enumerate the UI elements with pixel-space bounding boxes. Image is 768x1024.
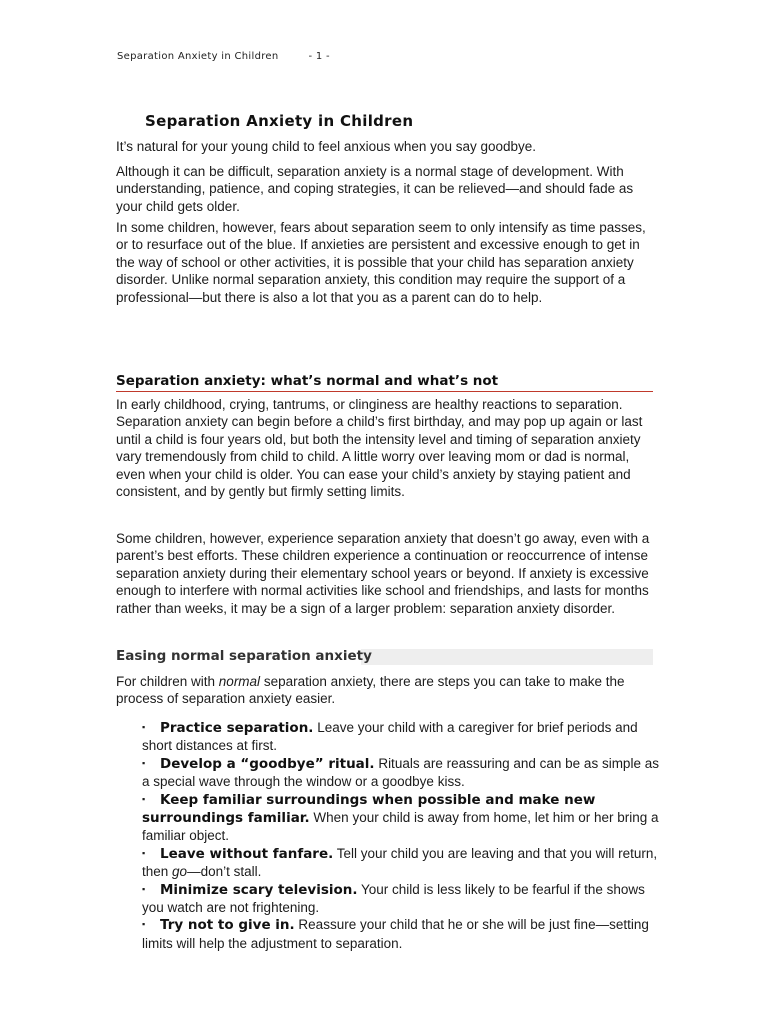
running-header	[117, 51, 330, 62]
running-header-title: Separation Anxiety in Children	[117, 51, 279, 62]
tip-title: Leave without fanfare.	[160, 845, 334, 862]
section1-paragraph-2: Some children, however, experience separation anxiety that doesn’t go away, even with a parent’s best efforts. These children experience a continuation or reoccurrence of intense separation anxiety during their elementary school years or beyond. If anxiety is excessive enough to interfere with normal activities like school and friendships, and lasts for months rather than weeks, it may be a sign of a larger problem: separation anxiety disorder.	[116, 531, 650, 616]
tip-text-after: —don’t stall.	[187, 864, 262, 880]
tip-text: Tell your child you are leaving and that you will return, then	[142, 845, 658, 880]
tips-list	[142, 719, 662, 952]
tip-text: Your child is less likely to be fearful if the shows you watch are not frightening.	[142, 881, 645, 916]
square-bullet-icon: ▪	[142, 919, 146, 930]
list-item	[142, 791, 662, 845]
list-item	[142, 719, 662, 755]
tip-text: When your child is away from home, let him or her bring a familiar object.	[142, 810, 659, 844]
list-item	[142, 755, 662, 791]
tip-text: Reassure your child that he or she will be just fine—setting limits will help the adjustment to separation.	[142, 917, 649, 951]
tip-title: Practice separation.	[160, 720, 314, 736]
section-heading-normal-vs-not: Separation anxiety: what’s normal and what’s not	[116, 373, 653, 392]
page-number: - 1 -	[308, 51, 330, 62]
heading-shade-bar	[361, 649, 653, 665]
section1-paragraph-1: In early childhood, crying, tantrums, or clinginess are healthy reactions to separation. Separation anxiety can begin before a child’s first birthday, and may pop up again or last until a child is four years old, but both the intensity level and timing of separation anxiety vary tremendously from child to child. A little worry over leaving mom or dad is normal, even when your child is older. You can ease your child’s anxiety by staying patient and consistent, and by gently but firmly setting limits.	[116, 397, 643, 500]
section2-intro-before: For children with	[116, 674, 219, 689]
list-item	[142, 916, 662, 952]
list-item	[142, 881, 662, 917]
subsection-heading-text: Easing normal separation anxiety	[116, 648, 372, 664]
intro-paragraph-3: In some children, however, fears about separation seem to only intensify as time passes, or to resurface out of the blue. If anxieties are persistent and excessive enough to get in the way of school or other activities, it is possible that your child has separation anxiety disorder. Unlike normal separation anxiety, this condition may require the support of a professional—but there is also a lot that you as a parent can do to help.	[116, 220, 646, 305]
section2-intro-after: separation anxiety, there are steps you can take to make the process of separation anxiety easier.	[116, 674, 625, 707]
intro-paragraph-2: Although it can be difficult, separation anxiety is a normal stage of development. With understanding, patience, and coping strategies, it can be relieved—and should fade as your child gets older.	[116, 164, 634, 214]
section2-intro-emphasis: normal	[218, 674, 261, 689]
list-item	[142, 845, 662, 881]
square-bullet-icon: ▪	[142, 757, 146, 768]
square-bullet-icon: ▪	[142, 793, 146, 804]
intro-paragraph-1: It’s natural for your young child to feel anxious when you say goodbye.	[116, 139, 537, 154]
tip-emphasis: go	[172, 864, 188, 880]
tip-title: Keep familiar surroundings when possible and make new surroundings familiar.	[142, 791, 596, 827]
tip-title: Minimize scary television.	[160, 881, 358, 898]
section2-intro	[116, 673, 656, 708]
subsection-heading-easing	[116, 648, 653, 666]
square-bullet-icon: ▪	[142, 883, 146, 894]
square-bullet-icon: ▪	[142, 722, 146, 732]
tip-text: Leave your child with a caregiver for brief periods and short distances at first.	[142, 720, 638, 754]
document-title: Separation Anxiety in Children	[145, 112, 414, 130]
tip-text: Rituals are reassuring and can be as simple as a special wave through the window or a goodbye kiss.	[142, 755, 659, 790]
tip-title: Develop a “goodbye” ritual.	[160, 755, 375, 772]
square-bullet-icon: ▪	[142, 847, 146, 858]
tip-title: Try not to give in.	[160, 917, 295, 934]
